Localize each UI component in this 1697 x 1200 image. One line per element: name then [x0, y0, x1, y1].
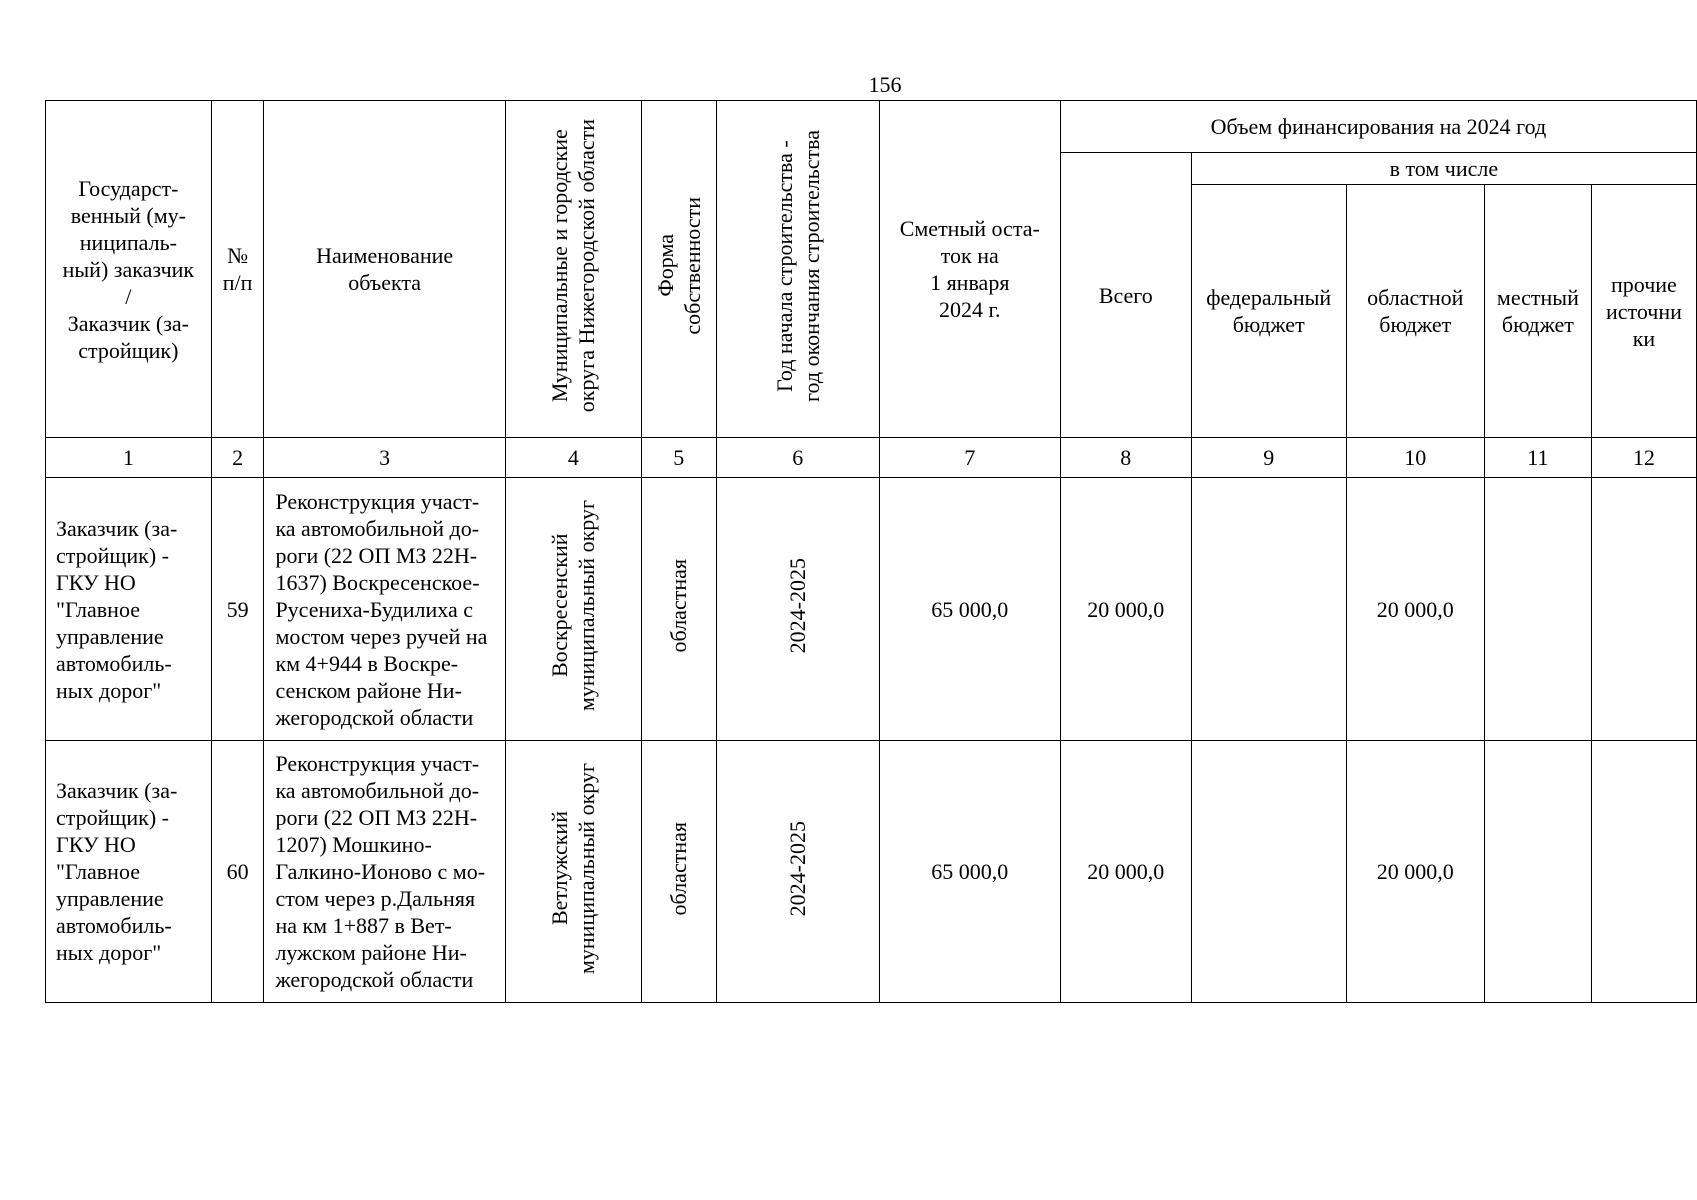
- header-customer: [46, 101, 212, 438]
- header-funding-group: Объем финансирования на 2024 год: [1060, 101, 1696, 153]
- number-cell: 59: [211, 478, 264, 741]
- header-regional-label: областной бюджет: [1367, 285, 1464, 337]
- object-name-text: Реконструкция участ- ка автомобильной до- роги (22 ОП МЗ 22Н- 1637) Воскресенское- Русениха-Будилиха с мостом через ручей на км 4+944 в Воскре- сенском районе Ни- жегородской области: [275, 488, 488, 730]
- customer-text: Заказчик (за- стройщик) - ГКУ НО "Главное управление автомобиль- ных дорог": [56, 778, 178, 965]
- header-estimated-balance-label: Сметный оста- ток на 1 января 2024 г.: [899, 216, 1040, 322]
- ownership-text: областная: [666, 821, 692, 916]
- table-row: [46, 741, 1697, 1003]
- column-number: 7: [879, 438, 1060, 478]
- header-other: [1591, 185, 1696, 438]
- total-cell: 20 000,0: [1060, 741, 1191, 1003]
- local-cell: [1484, 478, 1591, 741]
- header-local-label: местный бюджет: [1496, 285, 1579, 337]
- header-total: Всего: [1060, 153, 1191, 438]
- federal-cell: [1191, 478, 1346, 741]
- estimated-balance-cell: 65 000,0: [879, 478, 1060, 741]
- column-number: 9: [1191, 438, 1346, 478]
- years-cell: [716, 741, 879, 1003]
- other-cell: [1591, 741, 1696, 1003]
- customer-cell: [46, 478, 212, 741]
- column-number: 2: [211, 438, 264, 478]
- header-federal: [1191, 185, 1346, 438]
- years-text: 2024-2025: [785, 820, 811, 917]
- column-number: 3: [264, 438, 505, 478]
- number-cell: 60: [211, 741, 264, 1003]
- regional-cell: 20 000,0: [1346, 741, 1484, 1003]
- column-number: 1: [46, 438, 212, 478]
- header-years-label: Год начала строительства - год окончания строительства: [771, 130, 824, 402]
- local-cell: [1484, 741, 1591, 1003]
- header-row-top: [46, 101, 1697, 153]
- regional-cell: 20 000,0: [1346, 478, 1484, 741]
- federal-cell: [1191, 741, 1346, 1003]
- header-number: [211, 101, 264, 438]
- column-number: 6: [716, 438, 879, 478]
- object-name-cell: [264, 741, 505, 1003]
- header-customer-label: Государст- венный (му- ниципаль- ный) заказчик / Заказчик (за- стройщик): [62, 175, 195, 363]
- header-other-label: прочие источни ки: [1605, 271, 1682, 351]
- header-number-label: № п/п: [222, 243, 253, 295]
- header-including: в том числе: [1191, 153, 1696, 185]
- column-numbers-row: [46, 438, 1697, 478]
- header-regional: [1346, 185, 1484, 438]
- object-name-cell: [264, 478, 505, 741]
- object-name-text: Реконструкция участ- ка автомобильной до- роги (22 ОП МЗ 22Н- 1207) Мошкино- Галкино-Ионово с мо- стом через р.Дальняя на км 1+887 в Вет- лужском районе Ни- жегородской области: [275, 751, 486, 992]
- table-row: [46, 478, 1697, 741]
- ownership-cell: [641, 478, 716, 741]
- years-text: 2024-2025: [785, 558, 811, 654]
- district-cell: [505, 741, 641, 1003]
- column-number: 5: [641, 438, 716, 478]
- estimated-balance-cell: 65 000,0: [879, 741, 1060, 1003]
- page-number: 156: [868, 72, 902, 97]
- other-cell: [1591, 478, 1696, 741]
- ownership-cell: [641, 741, 716, 1003]
- header-district: [505, 101, 641, 438]
- ownership-text: областная: [666, 559, 692, 653]
- district-text: Ветлужский муниципальный округ: [547, 762, 600, 974]
- district-text: Воскресенский муниципальный округ: [547, 500, 600, 712]
- header-local: [1484, 185, 1591, 438]
- customer-cell: [46, 741, 212, 1003]
- header-federal-label: федеральный бюджет: [1206, 285, 1332, 337]
- district-cell: [505, 478, 641, 741]
- header-estimated-balance: [879, 101, 1060, 438]
- column-number: 12: [1591, 438, 1696, 478]
- total-cell: 20 000,0: [1060, 478, 1191, 741]
- header-years: [716, 101, 879, 438]
- header-ownership-label: Форма собственности: [652, 197, 705, 335]
- column-number: 11: [1484, 438, 1591, 478]
- years-cell: [716, 478, 879, 741]
- customer-text: Заказчик (за- стройщик) - ГКУ НО "Главное управление автомобиль- ных дорог": [56, 515, 178, 703]
- header-district-label: Муниципальные и городские округа Нижегородской области: [547, 119, 600, 413]
- column-number: 10: [1346, 438, 1484, 478]
- column-number: 4: [505, 438, 641, 478]
- funding-table: [45, 100, 1697, 1003]
- header-ownership: [641, 101, 716, 438]
- column-number: 8: [1060, 438, 1191, 478]
- header-object-name-label: Наименование объекта: [316, 243, 454, 295]
- header-object-name: [264, 101, 505, 438]
